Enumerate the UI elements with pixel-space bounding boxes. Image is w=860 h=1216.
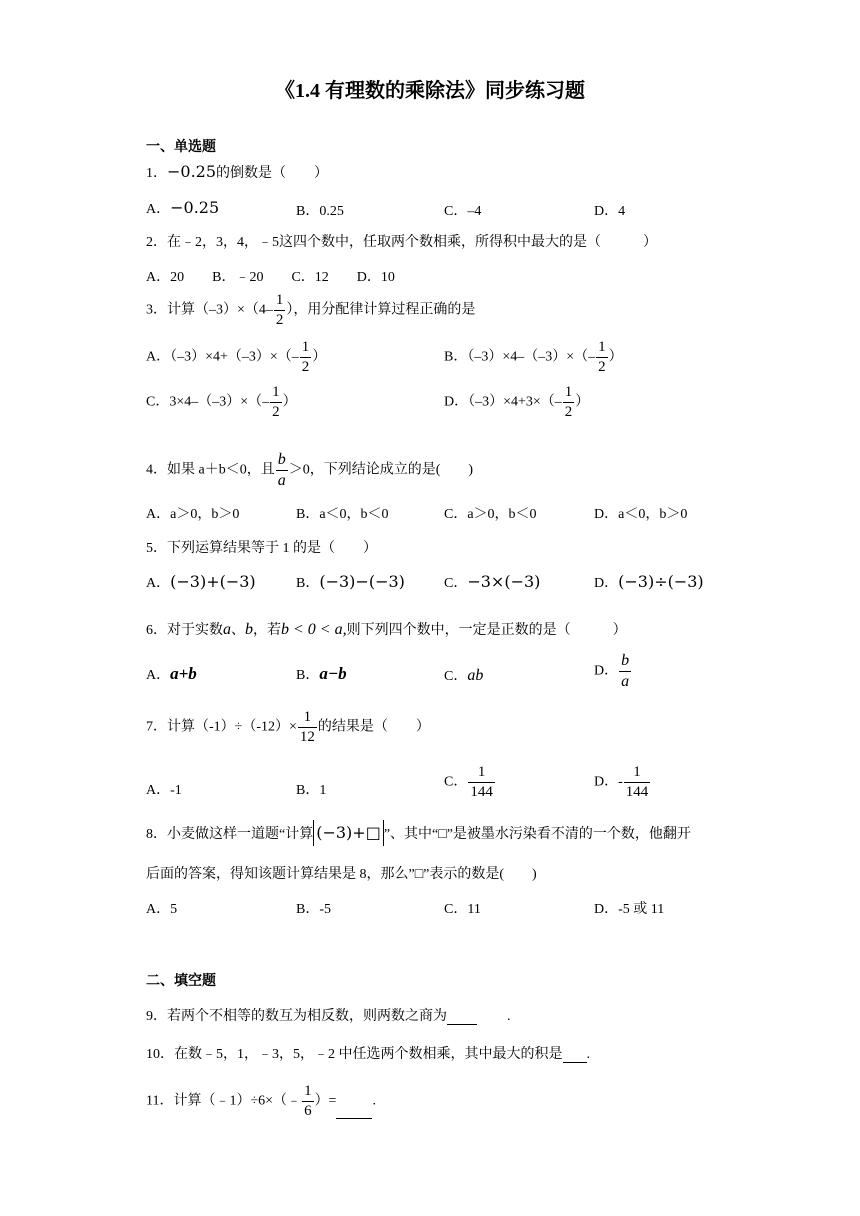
q5-option-d: D．(−3)÷(−3) xyxy=(594,572,704,591)
q5-option-a: A．(−3)+(−3) xyxy=(146,572,256,591)
q1-expr: −0.25 xyxy=(167,162,217,181)
question-9: 9．若两个不相等的数互为相反数，则两数之商为 . xyxy=(146,1009,511,1024)
q1-option-d: D．4 xyxy=(594,204,626,219)
q7-option-b: B．1 xyxy=(296,783,327,798)
q1-option-b: B．0.25 xyxy=(296,204,344,219)
question-7: 7．计算（-1）÷（-12）× $\frac{1}{12}$ 的结果是（ ） xyxy=(146,709,430,745)
q11-fraction: $\frac{1}{6}$ xyxy=(304,1083,312,1119)
q6-option-a: A．a+b xyxy=(146,664,197,683)
question-3: 3．计算（–3）×（4– $\frac{1}{2}$ ），用分配律计算过程正确的是 xyxy=(146,292,476,328)
q7-option-c: C． $\frac{1}{144}$ xyxy=(444,764,493,800)
q3-fraction: $\frac{1}{2}$ xyxy=(275,292,284,328)
q2-options: A．20 B．﹣20 C．12 D．10 xyxy=(146,270,395,285)
q7-option-d: D．- $\frac{1}{144}$ xyxy=(594,764,649,800)
q1-option-a: A．−0.25 xyxy=(146,198,220,217)
q1-number: 1． xyxy=(146,166,167,181)
question-1 xyxy=(146,162,328,182)
q6-option-c: C．ab xyxy=(444,667,484,684)
q1-text: 的倒数是（ ） xyxy=(216,166,329,181)
q1-option-a-value: −0.25 xyxy=(170,198,220,217)
q10-blank xyxy=(563,1048,587,1063)
q4-fraction: $\frac{b}{a}$ xyxy=(277,451,286,489)
q3-option-b: B．（–3）×4–（–3）×（– $\frac{1}{2}$ ） xyxy=(444,339,623,375)
q4-option-a: A．a＞0，b＞0 xyxy=(146,507,240,522)
question-8: 8．小麦做这样一道题“计算 (−3)+□ ”、其中“□”是被墨水污染看不清的一个数，他翻开 xyxy=(146,820,691,846)
q8-option-a: A．5 xyxy=(146,902,178,917)
q3-option-a: A．（–3）×4+（–3）×（– $\frac{1}{2}$ ） xyxy=(146,339,327,375)
q8-option-d: D．-5 或 11 xyxy=(594,902,665,917)
q6-option-b: B．a−b xyxy=(296,664,347,683)
q9-blank xyxy=(447,1010,477,1025)
q4-option-b: B．a＜0，b＜0 xyxy=(296,507,389,522)
question-11: 11．计算（﹣1）÷6×（﹣ $\frac{1}{6}$ ）= . xyxy=(146,1083,376,1119)
question-5: 5．下列运算结果等于 1 的是（ ） xyxy=(146,541,377,556)
q8-option-c: C．11 xyxy=(444,902,481,917)
question-6: 6．对于实数a、b，若b < 0 < a,则下列四个数中，一定是正数的是（ ） xyxy=(146,621,627,638)
q8-option-b: B．-5 xyxy=(296,902,331,917)
q4-option-d: D．a＜0，b＞0 xyxy=(594,507,688,522)
q3-option-c: C．3×4–（–3）×（– $\frac{1}{2}$ ） xyxy=(146,384,297,420)
q7-option-a: A．-1 xyxy=(146,783,182,798)
question-4: 4．如果 a＋b＜0，且 $\frac{b}{a}$ ＞0，下列结论成立的是( ) xyxy=(146,451,474,489)
question-8-line2: 后面的答案，得知该题计算结果是 8，那么”□”表示的数是( ) xyxy=(146,867,537,882)
section-fill-blank: 二、填空题 xyxy=(146,974,216,989)
question-2: 2．在﹣2，3，4，﹣5这四个数中，任取两个数相乘，所得积中最大的是（ ） xyxy=(146,235,657,250)
q11-blank xyxy=(336,1104,372,1119)
question-10: 10．在数﹣5，1，﹣3，5，﹣2 中任选两个数相乘，其中最大的积是 . xyxy=(146,1047,590,1062)
q5-option-c: C．−3×(−3) xyxy=(444,572,541,591)
q4-option-c: C．a＞0，b＜0 xyxy=(444,507,537,522)
q5-option-b: B．(−3)−(−3) xyxy=(296,572,405,591)
q3-option-d: D．（–3）×4+3×（– $\frac{1}{2}$ ） xyxy=(444,384,590,420)
q1-option-c: C．–4 xyxy=(444,204,482,219)
section-single-choice: 一、单选题 xyxy=(146,140,216,155)
page-title: 《1.4 有理数的乘除法》同步练习题 xyxy=(275,80,585,102)
q7-fraction: $\frac{1}{12}$ xyxy=(299,709,315,745)
q6-option-d: D． $\frac{b}{a}$ xyxy=(594,652,630,690)
q8-absolute-expression: (−3)+□ xyxy=(313,820,384,846)
